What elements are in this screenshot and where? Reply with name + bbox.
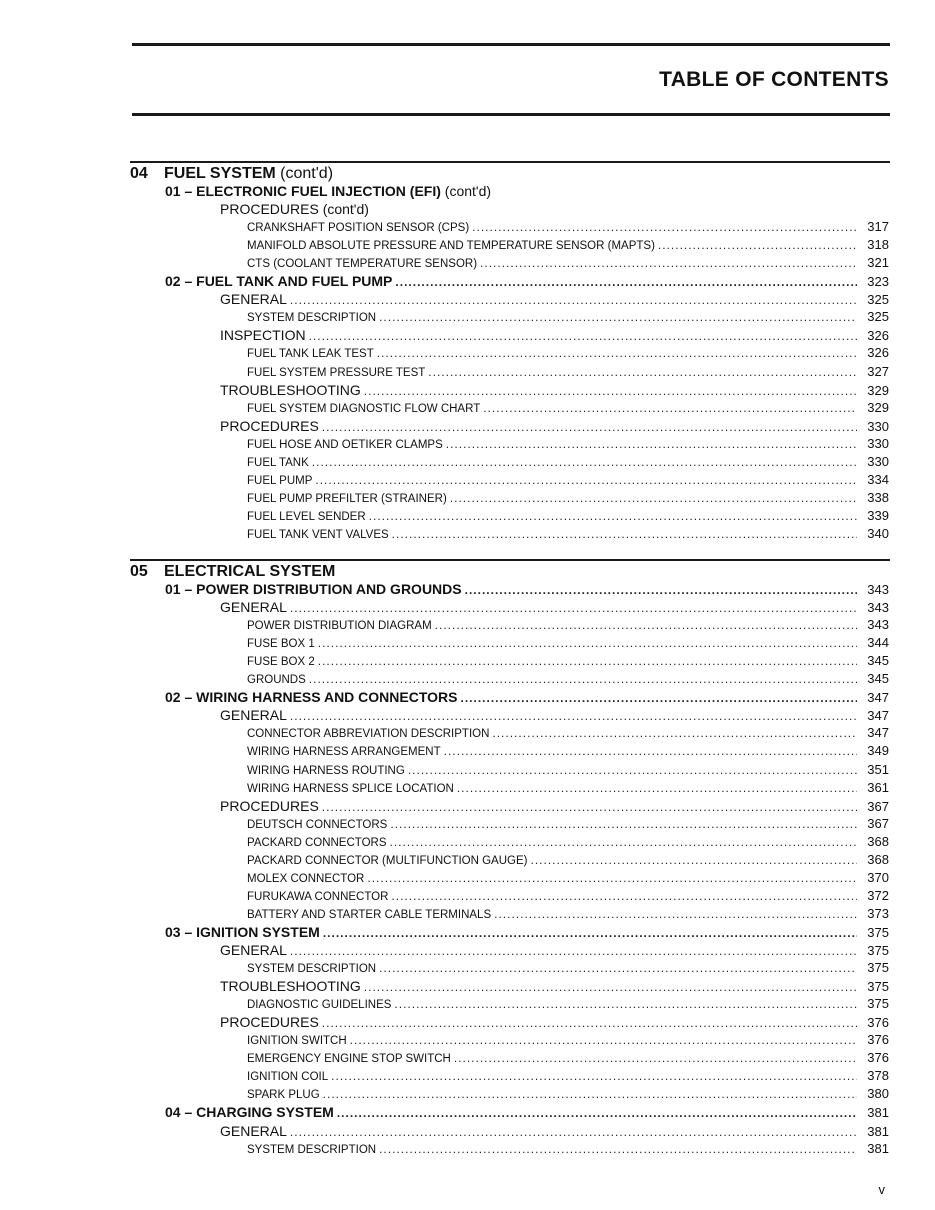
group-entry-label: GENERAL xyxy=(220,599,287,616)
chapter-entry-page: 343 xyxy=(867,582,889,597)
chapter-entry-page: 347 xyxy=(867,690,889,706)
toc-item-page: 375 xyxy=(867,960,889,976)
chapter-entry-page: 375 xyxy=(867,924,889,940)
toc-item[interactable] xyxy=(247,815,889,833)
dot-leader xyxy=(444,742,857,760)
group-entry-page: 325 xyxy=(867,292,889,308)
dot-leader xyxy=(337,1104,857,1122)
toc-item-page: 334 xyxy=(867,471,889,487)
group-entry-page: 376 xyxy=(867,1015,889,1031)
toc-item-page: 349 xyxy=(867,743,889,759)
top-rule xyxy=(132,43,890,46)
toc-item-label: FUEL SYSTEM PRESSURE TEST xyxy=(247,366,426,379)
group-entry-label: GENERAL xyxy=(220,707,287,724)
toc-item[interactable] xyxy=(247,254,889,272)
toc-item-page: 343 xyxy=(867,617,889,633)
group-entry[interactable] xyxy=(220,417,889,435)
toc-item[interactable] xyxy=(247,489,889,507)
dot-leader xyxy=(658,236,857,254)
toc-item-label: FUEL TANK LEAK TEST xyxy=(247,348,374,361)
group-cont: (cont'd) xyxy=(322,201,369,218)
section-cont: (cont'd) xyxy=(280,165,334,182)
dot-leader xyxy=(450,489,857,507)
toc-item-label: EMERGENCY ENGINE STOP SWITCH xyxy=(247,1053,451,1066)
toc-item[interactable] xyxy=(247,761,889,779)
chapter-entry-page: 323 xyxy=(867,274,889,290)
group-entry-label: PROCEDURES xyxy=(220,1014,319,1031)
toc-item-page: 317 xyxy=(867,219,889,235)
toc-item-label: CRANKSHAFT POSITION SENSOR (CPS) xyxy=(247,222,470,235)
toc-item-page: 373 xyxy=(867,905,889,921)
chapter-entry-label: 02 – FUEL TANK AND FUEL PUMP xyxy=(165,273,393,290)
toc-item-label: BATTERY AND STARTER CABLE TERMINALS xyxy=(247,908,492,921)
group-label: PROCEDURES xyxy=(220,201,319,218)
group-entry-label: TROUBLESHOOTING xyxy=(220,978,361,995)
group-entry-label: INSPECTION xyxy=(220,327,306,344)
toc-item-label: SYSTEM DESCRIPTION xyxy=(247,1143,377,1156)
toc-item-label: PACKARD CONNECTORS xyxy=(247,836,387,849)
toc-item-page: 351 xyxy=(867,761,889,777)
toc-item[interactable] xyxy=(247,453,889,471)
toc-item[interactable] xyxy=(247,363,889,381)
toc-item-page: 326 xyxy=(867,345,889,361)
dot-leader xyxy=(323,1085,857,1103)
dot-leader xyxy=(379,308,857,326)
toc-item-label: MANIFOLD ABSOLUTE PRESSURE AND TEMPERATURE SENSOR (MAPTS) xyxy=(247,240,655,253)
dot-leader xyxy=(390,815,857,833)
chapter-label: 01 – ELECTRONIC FUEL INJECTION (EFI) xyxy=(165,183,441,199)
toc-item[interactable] xyxy=(247,435,889,453)
chapter-entry-label: 02 – WIRING HARNESS AND CONNECTORS xyxy=(165,689,458,706)
toc-item[interactable] xyxy=(247,634,889,652)
dot-leader xyxy=(428,363,857,381)
toc-item-label: IGNITION SWITCH xyxy=(247,1035,347,1048)
toc-item-label: MOLEX CONNECTOR xyxy=(247,872,365,885)
group-entry-page: 375 xyxy=(867,943,889,958)
page-title: TABLE OF CONTENTS xyxy=(659,68,889,91)
toc-item[interactable] xyxy=(247,525,889,543)
chapter-entry[interactable] xyxy=(165,272,889,290)
toc-item-label: DIAGNOSTIC GUIDELINES xyxy=(247,999,392,1012)
toc-item-label: POWER DISTRIBUTION DIAGRAM xyxy=(247,620,432,633)
toc-item-page: 367 xyxy=(867,815,889,831)
section-number: 05 xyxy=(130,563,148,580)
toc-item-label: FUEL LEVEL SENDER xyxy=(247,510,366,523)
toc-item-label: SYSTEM DESCRIPTION xyxy=(247,963,377,976)
dot-leader xyxy=(472,218,857,236)
group-entry-label: PROCEDURES xyxy=(220,417,319,434)
section-title: ELECTRICAL SYSTEM xyxy=(164,563,336,580)
dot-leader xyxy=(391,887,857,905)
toc-item-label: IGNITION COIL xyxy=(247,1071,329,1084)
page-number: v xyxy=(878,1182,885,1197)
chapter-entry[interactable] xyxy=(165,688,889,706)
toc-item-page: 345 xyxy=(867,653,889,669)
dot-leader xyxy=(446,435,857,453)
group-entry[interactable] xyxy=(220,941,889,959)
toc-item-page: 378 xyxy=(867,1068,889,1084)
dot-leader xyxy=(350,1031,857,1049)
dot-leader xyxy=(390,833,857,851)
toc-item[interactable] xyxy=(247,1085,889,1103)
toc-item-page: 372 xyxy=(867,887,889,903)
toc-item-label: WIRING HARNESS ARRANGEMENT xyxy=(247,746,441,759)
dot-leader xyxy=(394,995,857,1013)
dot-leader xyxy=(457,779,857,797)
toc-item[interactable] xyxy=(247,833,889,851)
toc-item-label: GROUNDS xyxy=(247,674,306,687)
group-entry[interactable] xyxy=(220,381,889,399)
dot-leader xyxy=(312,453,857,471)
dot-leader xyxy=(309,327,857,345)
toc-item[interactable] xyxy=(247,236,889,254)
toc-item[interactable] xyxy=(247,652,889,670)
dot-leader xyxy=(364,978,857,996)
group-entry[interactable] xyxy=(220,598,889,616)
dot-leader xyxy=(379,1140,857,1158)
toc-item-page: 347 xyxy=(867,725,889,741)
chapter-entry-page: 381 xyxy=(867,1105,889,1121)
dot-leader xyxy=(323,924,857,942)
toc-item[interactable] xyxy=(247,779,889,797)
toc-item-page: 330 xyxy=(867,453,889,469)
toc-item[interactable] xyxy=(247,995,889,1013)
toc-item-page: 370 xyxy=(867,869,889,885)
toc-item[interactable] xyxy=(247,851,889,869)
toc-item[interactable] xyxy=(247,905,889,923)
toc-item[interactable] xyxy=(247,344,889,362)
dot-leader xyxy=(408,761,857,779)
dot-leader xyxy=(331,1067,857,1085)
dot-leader xyxy=(465,581,857,599)
toc-item[interactable] xyxy=(247,742,889,760)
toc-item-page: 340 xyxy=(867,525,889,541)
group-entry-page: 347 xyxy=(867,708,889,724)
toc-item-label: SYSTEM DESCRIPTION xyxy=(247,312,377,325)
group-entry[interactable] xyxy=(220,797,889,815)
dot-leader xyxy=(369,507,857,525)
toc-item-label: WIRING HARNESS ROUTING xyxy=(247,764,405,777)
toc-item[interactable] xyxy=(247,1031,889,1049)
group-entry-page: 367 xyxy=(867,798,889,814)
group-entry-page: 381 xyxy=(867,1123,889,1139)
group-entry-page: 375 xyxy=(867,979,889,995)
toc-item-label: CTS (COOLANT TEMPERATURE SENSOR) xyxy=(247,258,478,271)
group-entry-label: TROUBLESHOOTING xyxy=(220,381,361,398)
toc-item-label: FUEL TANK xyxy=(247,456,309,469)
toc-item[interactable] xyxy=(247,887,889,905)
toc-item-page: 330 xyxy=(867,435,889,451)
toc-item-label: CONNECTOR ABBREVIATION DESCRIPTION xyxy=(247,728,490,741)
chapter-entry-label: 03 – IGNITION SYSTEM xyxy=(165,923,320,940)
toc-item-label: FUSE BOX 1 xyxy=(247,638,315,651)
toc-item-label: FUEL SYSTEM DIAGNOSTIC FLOW CHART xyxy=(247,402,481,415)
group-entry[interactable] xyxy=(220,290,889,308)
toc-item-label: WIRING HARNESS SPLICE LOCATION xyxy=(247,782,454,795)
toc-item[interactable] xyxy=(247,1049,889,1067)
toc-item-page: 376 xyxy=(867,1050,889,1066)
group-entry[interactable] xyxy=(220,1122,889,1140)
dot-leader xyxy=(322,418,857,436)
dot-leader xyxy=(315,471,857,489)
dot-leader xyxy=(530,851,857,869)
toc-item-page: 380 xyxy=(867,1086,889,1102)
dot-leader xyxy=(318,652,857,670)
dot-leader xyxy=(290,599,857,617)
toc-item[interactable] xyxy=(247,670,889,688)
dot-leader xyxy=(379,959,857,977)
dot-leader xyxy=(454,1049,857,1067)
group-entry[interactable] xyxy=(220,1013,889,1031)
dot-leader xyxy=(309,670,857,688)
toc-item-label: PACKARD CONNECTOR (MULTIFUNCTION GAUGE) xyxy=(247,854,528,867)
toc-item-label: FUEL PUMP xyxy=(247,474,313,487)
dot-leader xyxy=(290,291,857,309)
toc-item[interactable] xyxy=(247,616,889,634)
group-entry-label: GENERAL xyxy=(220,1122,287,1139)
dot-leader xyxy=(483,399,857,417)
dot-leader xyxy=(392,525,857,543)
toc-item-page: 344 xyxy=(867,635,889,651)
toc-item-label: FUEL TANK VENT VALVES xyxy=(247,528,389,541)
dot-leader xyxy=(322,798,857,816)
chapter-entry-label: 01 – POWER DISTRIBUTION AND GROUNDS xyxy=(165,581,462,597)
group-heading xyxy=(220,200,369,218)
toc-item-label: FUEL PUMP PREFILTER (STRAINER) xyxy=(247,492,447,505)
toc-item-label: FURUKAWA CONNECTOR xyxy=(247,890,389,903)
dot-leader xyxy=(494,905,857,923)
toc-item-page: 321 xyxy=(867,255,889,271)
section-heading xyxy=(130,161,890,184)
toc-item-label: SPARK PLUG xyxy=(247,1089,320,1102)
toc-item[interactable] xyxy=(247,1067,889,1085)
toc-item-label: FUSE BOX 2 xyxy=(247,656,315,669)
toc-item-page: 339 xyxy=(867,507,889,523)
group-entry-page: 330 xyxy=(867,418,889,434)
toc-item-page: 327 xyxy=(867,363,889,379)
dot-leader xyxy=(377,344,857,362)
toc-item-page: 318 xyxy=(867,237,889,253)
toc-item[interactable] xyxy=(247,308,889,326)
toc-item-page: 376 xyxy=(867,1032,889,1048)
chapter-cont: (cont'd) xyxy=(444,183,492,199)
dot-leader xyxy=(460,689,857,707)
toc-item-page: 381 xyxy=(867,1140,889,1156)
group-entry[interactable] xyxy=(220,706,889,724)
group-entry-label: GENERAL xyxy=(220,291,287,308)
dot-leader xyxy=(492,724,857,742)
group-entry-label: PROCEDURES xyxy=(220,797,319,814)
dot-leader xyxy=(364,382,857,400)
chapter-heading xyxy=(165,182,491,200)
dot-leader xyxy=(395,273,857,291)
toc-item-page: 368 xyxy=(867,833,889,849)
chapter-entry[interactable] xyxy=(165,1103,889,1121)
toc-item[interactable] xyxy=(247,471,889,489)
dot-leader xyxy=(290,1123,857,1141)
group-entry[interactable] xyxy=(220,977,889,995)
dot-leader xyxy=(480,254,857,272)
dot-leader xyxy=(435,616,857,634)
title-rule xyxy=(132,113,890,116)
toc-item-page: 329 xyxy=(867,399,889,415)
section-title: FUEL SYSTEM xyxy=(164,165,276,182)
toc-item-label: DEUTSCH CONNECTORS xyxy=(247,818,388,831)
toc-item-page: 325 xyxy=(867,309,889,325)
chapter-entry-label: 04 – CHARGING SYSTEM xyxy=(165,1104,334,1121)
toc-item-page: 345 xyxy=(867,671,889,687)
toc-item[interactable] xyxy=(247,399,889,417)
toc-item[interactable] xyxy=(247,724,889,742)
chapter-entry[interactable] xyxy=(165,580,889,598)
group-entry[interactable] xyxy=(220,326,889,344)
toc-item[interactable] xyxy=(247,959,889,977)
dot-leader xyxy=(290,707,857,725)
section-heading xyxy=(130,559,890,582)
toc-item-page: 368 xyxy=(867,851,889,867)
section-number: 04 xyxy=(130,165,148,182)
toc-item[interactable] xyxy=(247,869,889,887)
toc-item-page: 338 xyxy=(867,489,889,505)
toc-item-label: FUEL HOSE AND OETIKER CLAMPS xyxy=(247,438,443,451)
group-entry-page: 343 xyxy=(867,600,889,616)
group-entry-label: GENERAL xyxy=(220,942,287,958)
toc-item[interactable] xyxy=(247,507,889,525)
dot-leader xyxy=(318,634,857,652)
toc-item-page: 375 xyxy=(867,996,889,1012)
chapter-entry[interactable] xyxy=(165,923,889,941)
toc-item[interactable] xyxy=(247,1140,889,1158)
dot-leader xyxy=(290,942,857,960)
group-entry-page: 326 xyxy=(867,328,889,344)
toc-item-page: 361 xyxy=(867,779,889,795)
toc-item[interactable] xyxy=(247,218,889,236)
group-entry-page: 329 xyxy=(867,382,889,398)
dot-leader xyxy=(322,1014,857,1032)
dot-leader xyxy=(367,869,857,887)
